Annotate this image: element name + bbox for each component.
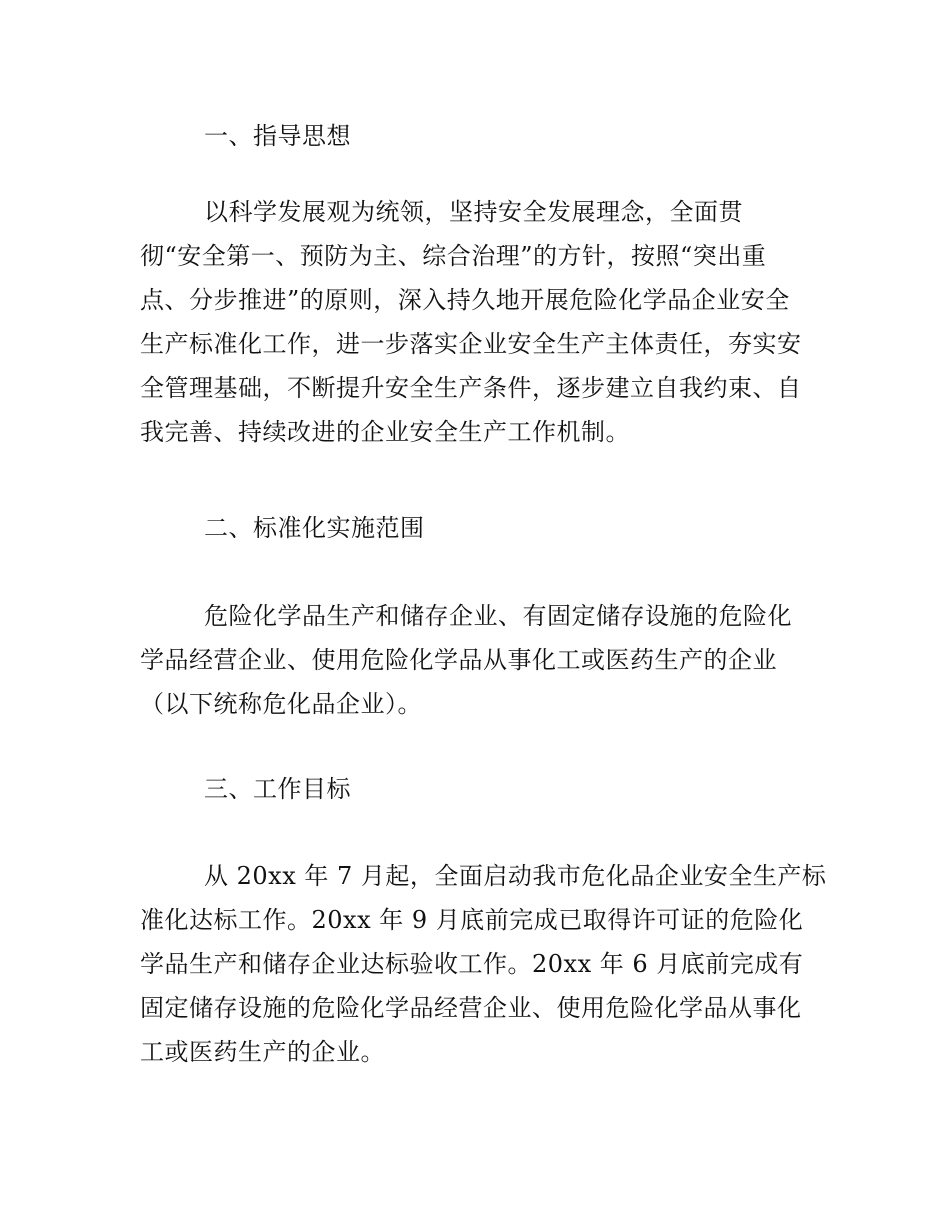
paragraph-line: 学品经营企业、使用危险化学品从事化工或医药生产的企业	[140, 646, 777, 674]
paragraph-line: 点、分步推进”的原则，深入持久地开展危险化学品企业安全	[140, 286, 790, 314]
paragraph-line: 全管理基础，不断提升安全生产条件，逐步建立自我约束、自	[140, 374, 802, 402]
paragraph-line: （以下统称危化品企业）。	[140, 690, 422, 718]
paragraph-line: 学品生产和储存企业达标验收工作。20xx 年 6 月底前完成有	[140, 950, 804, 978]
paragraph-line: 准化达标工作。20xx 年 9 月底前完成已取得许可证的危险化	[140, 906, 804, 934]
paragraph-line: 彻“安全第一、预防为主、综合治理”的方针，按照“突出重	[140, 242, 767, 270]
paragraph-line: 工或医药生产的企业。	[140, 1038, 385, 1066]
paragraph-line: 从 20xx 年 7 月起，全面启动我市危化品企业安全生产标	[204, 862, 827, 890]
paragraph-line: 固定储存设施的危险化学品经营企业、使用危险化学品从事化	[140, 994, 802, 1022]
section-heading: 一、指导思想	[204, 122, 351, 150]
paragraph-line: 生产标准化工作，进一步落实企业安全生产主体责任，夯实安	[140, 330, 802, 358]
paragraph-line: 以科学发展观为统领，坚持安全发展理念，全面贯	[204, 198, 743, 226]
paragraph-line: 危险化学品生产和储存企业、有固定储存设施的危险化	[204, 602, 792, 630]
paragraph-line: 我完善、持续改进的企业安全生产工作机制。	[140, 418, 630, 446]
section-heading: 二、标准化实施范围	[204, 514, 425, 542]
section-heading: 三、工作目标	[204, 775, 351, 803]
